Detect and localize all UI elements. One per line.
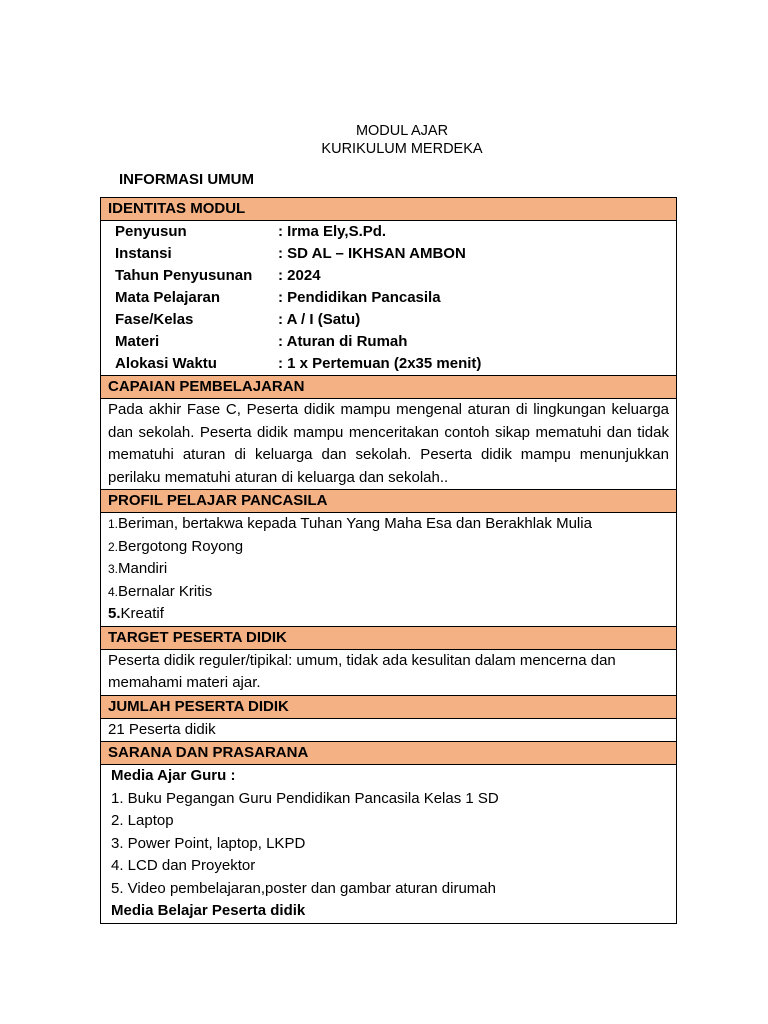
document-title: MODUL AJAR: [355, 123, 449, 139]
identitas-label: Fase/Kelas: [115, 311, 194, 328]
list-item: 2. Laptop: [111, 812, 174, 829]
jumlah-text: 21 Peserta didik: [108, 720, 216, 738]
document-subtitle: KURIKULUM MERDEKA: [321, 141, 483, 157]
list-item: [101, 536, 676, 559]
identitas-row: [101, 309, 676, 331]
list-number: 2.: [108, 539, 119, 554]
jumlah-body: [101, 718, 677, 742]
sarana-body: [101, 765, 677, 924]
target-body: [101, 649, 677, 695]
list-text: Bergotong Royong: [118, 537, 244, 555]
capaian-text: Pada akhir Fase C, Peserta didik mampu mengenal aturan di lingkungan keluarga dan sekolah. Peserta didik mampu menceritakan contoh sikap mematuhi dan tidak mematuhi aturan di keluarga dan sekolah. Peserta didik mampu menunjukkan perilaku mematuhi aturan di keluarga dan sekolah..: [108, 401, 669, 486]
identitas-label: Mata Pelajaran: [115, 289, 221, 306]
identitas-row: [101, 331, 676, 353]
list-number: 1.: [108, 517, 119, 531]
identitas-label: Penyusun: [115, 223, 187, 240]
identitas-value: : Aturan di Rumah: [278, 333, 408, 350]
capaian-body: [101, 399, 677, 490]
section-heading: INFORMASI UMUM: [119, 171, 254, 188]
identitas-label: Materi: [115, 333, 160, 350]
list-text: Beriman, bertakwa kepada Tuhan Yang Maha Esa dan Berakhlak Mulia: [118, 515, 592, 532]
identitas-value: : 2024: [278, 267, 321, 284]
list-text: Bernalar Kritis: [118, 582, 213, 600]
list-number: 5.: [108, 605, 121, 622]
list-item: [101, 558, 676, 581]
identitas-value: : Irma Ely,S.Pd.: [278, 223, 387, 240]
identitas-row: [101, 353, 676, 375]
profil-body: [101, 513, 677, 627]
identitas-value: : A / I (Satu): [278, 311, 361, 328]
list-item: [101, 603, 676, 626]
identitas-value: : 1 x Pertemuan (2x35 menit): [278, 355, 482, 372]
profil-header: PROFIL PELAJAR PANCASILA: [101, 490, 677, 513]
list-item: 3. Power Point, laptop, LKPD: [111, 834, 306, 852]
list-number: 4.: [108, 584, 119, 599]
identitas-row: [101, 243, 676, 265]
sarana-header: SARANA DAN PRASARANA: [101, 742, 677, 765]
list-item: 1. Buku Pegangan Guru Pendidikan Pancasila Kelas 1 SD: [111, 789, 499, 807]
list-item: 4. LCD dan Proyektor: [111, 857, 256, 874]
list-item: [101, 581, 676, 604]
identitas-label: Tahun Penyusunan: [115, 267, 253, 284]
list-number: 3.: [108, 562, 119, 576]
identitas-value: : Pendidikan Pancasila: [278, 289, 441, 306]
identitas-label: Alokasi Waktu: [115, 355, 217, 372]
list-text: Mandiri: [118, 560, 168, 577]
module-table: [100, 197, 677, 924]
media-siswa-label: Media Belajar Peserta didik: [111, 902, 306, 919]
identitas-row: [101, 287, 676, 309]
target-header: TARGET PESERTA DIDIK: [101, 626, 677, 649]
identitas-header: IDENTITAS MODUL: [101, 198, 677, 221]
media-guru-label: Media Ajar Guru :: [111, 767, 236, 784]
capaian-header: CAPAIAN PEMBELAJARAN: [101, 376, 677, 399]
identitas-row: [101, 265, 676, 287]
identitas-body: [101, 221, 677, 376]
target-text: Peserta didik reguler/tipikal: umum, tidak ada kesulitan dalam mencerna dan memahami materi ajar.: [108, 651, 616, 691]
list-text: Kreatif: [120, 605, 164, 622]
identitas-row: [101, 221, 676, 243]
list-item: [101, 513, 676, 536]
document-title-block: [0, 122, 768, 158]
identitas-label: Instansi: [115, 245, 172, 262]
identitas-value: : SD AL – IKHSAN AMBON: [278, 245, 466, 262]
jumlah-header: JUMLAH PESERTA DIDIK: [101, 695, 677, 718]
list-item: 5. Video pembelajaran,poster dan gambar aturan dirumah: [111, 879, 496, 897]
